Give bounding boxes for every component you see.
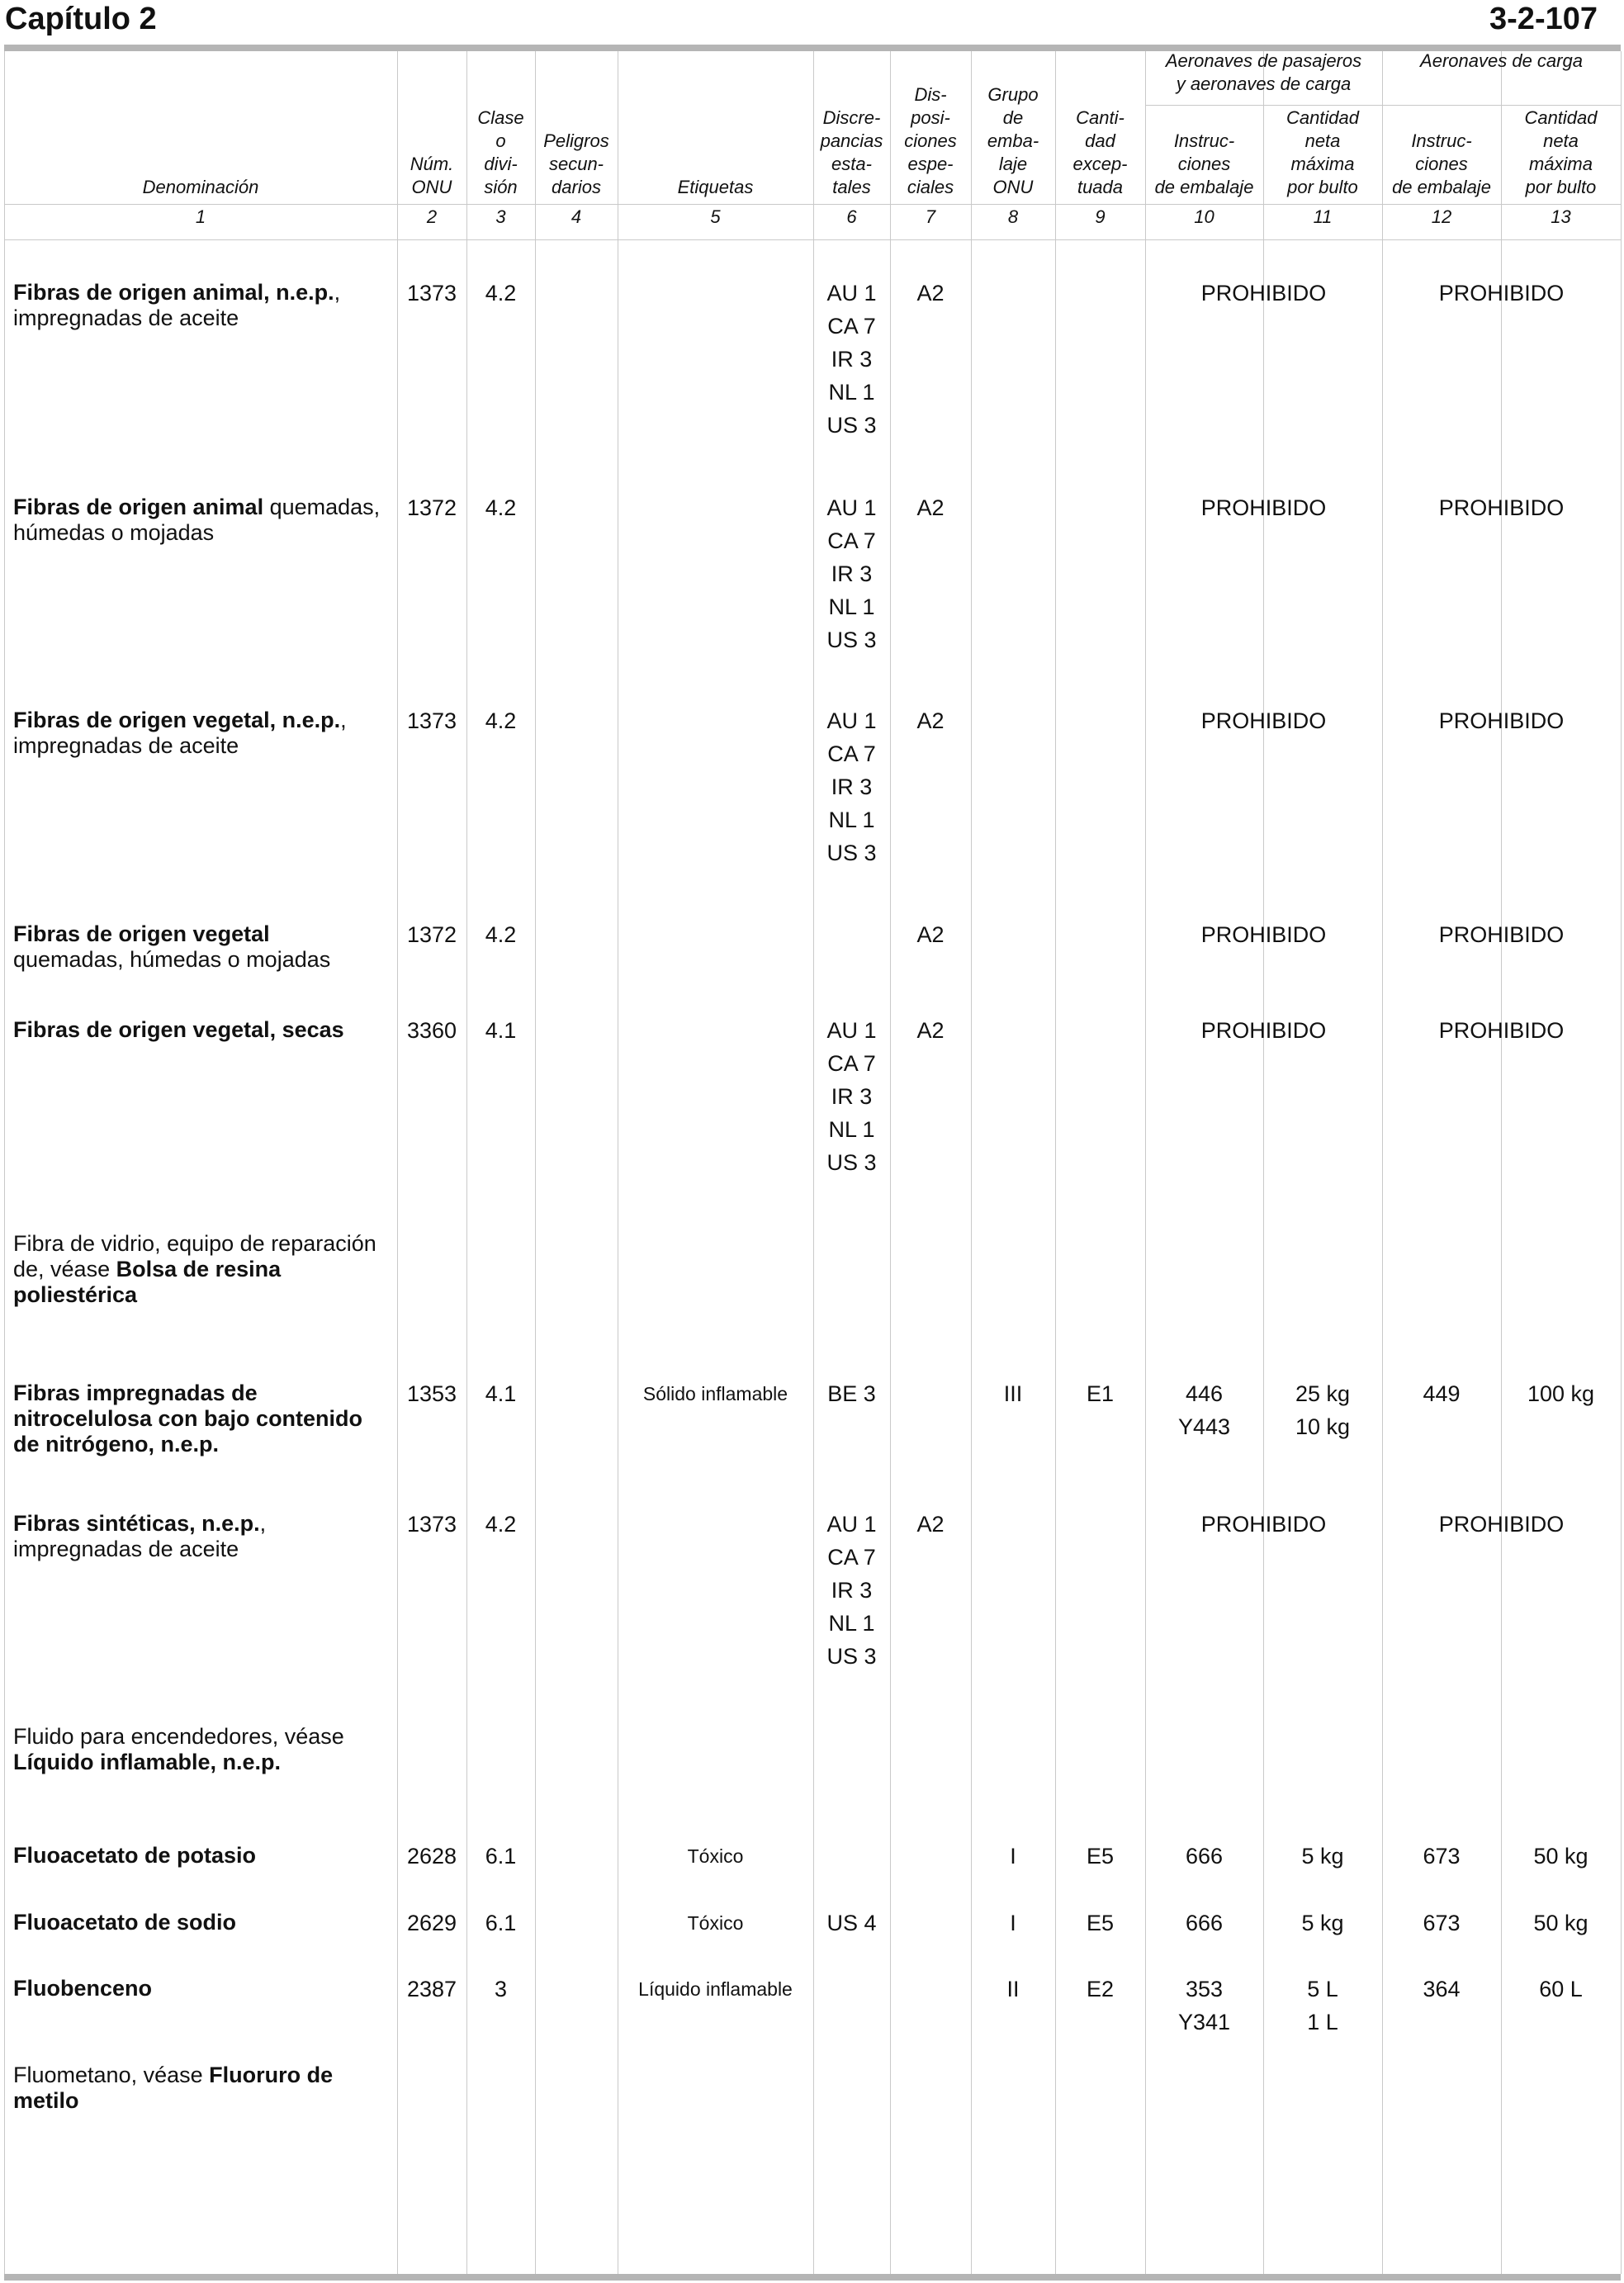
denomination-bold: Fibras de origen vegetal, secas [13,1017,344,1042]
denomination-bold: Fibras de origen animal [13,495,264,519]
column-divider [971,51,972,2274]
cell-cargo-instr: 673 [1423,1911,1461,1935]
cell-cargo-status: PROHIBIDO [1438,922,1565,947]
cell-pax-instr: 666 [1185,1844,1224,1869]
cell-pax-status: PROHIBIDO [1200,495,1327,520]
denomination-text: Fibra de vidrio, equipo de reparación de, véase [13,1231,376,1281]
cell-excepted: E5 [1086,1844,1115,1869]
cell-pax-status: PROHIBIDO [1200,1018,1327,1043]
column-divider [466,51,467,2274]
row-denomination [13,1511,385,1562]
cell-un: 1373 [406,281,457,306]
cell-un: 3360 [406,1018,457,1043]
column-header: Instruc- ciones de embalaje [1392,130,1491,197]
column-number: 8 [1007,206,1019,227]
cell-excepted: E2 [1086,1977,1115,2001]
column-number: 5 [710,206,721,227]
denomination-bold: Fluobenceno [13,1976,152,2001]
group-divider [1145,105,1621,106]
cell-label: Tóxico [687,1912,744,1934]
cell-pax-instr: 353 Y341 [1177,1977,1231,2034]
column-header: Cantidad neta máxima por bulto [1285,107,1360,197]
cell-special: A2 [916,922,945,947]
cell-pg: I [1010,1844,1016,1869]
cell-cargo-instr: 673 [1423,1844,1461,1869]
cell-label: Líquido inflamable [638,1978,793,2000]
cell-pax-instr: 666 [1185,1911,1224,1935]
cell-pax-qty: 5 kg [1301,1844,1344,1869]
cell-pax-status: PROHIBIDO [1200,281,1327,306]
chapter-title: Capítulo 2 [5,2,157,36]
cell-class: 4.2 [485,281,517,306]
denomination-bold: Líquido inflamable, n.e.p. [13,1750,282,1774]
column-divider [397,51,398,2274]
denomination-bold: Fluoruro de metilo [13,2063,334,2113]
column-divider [1145,51,1146,2274]
denomination-text: Fluido para encendedores, véase [13,1724,344,1749]
column-number: 6 [846,206,857,227]
denomination-text: , impregnadas de aceite [13,708,347,758]
cell-class: 6.1 [485,1844,517,1869]
cell-discrepancies: AU 1 CA 7 IR 3 NL 1 US 3 [826,1512,877,1669]
column-header: Dis- posi- ciones espe- ciales [904,84,957,197]
column-number: 12 [1431,206,1452,227]
cell-discrepancies: AU 1 CA 7 IR 3 NL 1 US 3 [826,708,877,865]
column-divider [1621,51,1622,2274]
cell-cargo-qty: 100 kg [1527,1381,1595,1406]
column-header: Instruc- ciones de embalaje [1154,130,1254,197]
denomination-bold: Fibras de origen vegetal, n.e.p. [13,708,341,732]
row-denomination [13,708,385,759]
denomination-text: , impregnadas de aceite [13,280,341,330]
column-divider [1382,51,1383,2274]
column-number: 4 [571,206,582,227]
group-header-cargo: Aeronaves de carga [1420,50,1583,71]
column-divider [890,51,891,2274]
cell-special: A2 [916,1018,945,1043]
row-denomination [13,280,385,331]
cell-cargo-status: PROHIBIDO [1438,281,1565,306]
cell-pax-instr: 446 Y443 [1177,1381,1231,1439]
denomination-text: quemadas, húmedas o mojadas [13,495,381,545]
cell-class: 4.2 [485,708,517,733]
column-number: 3 [495,206,506,227]
cell-discrepancies: US 4 [826,1911,877,1935]
cell-un: 1372 [406,922,457,947]
cell-class: 4.2 [485,1512,517,1537]
column-divider [535,51,536,2274]
cell-cargo-instr: 364 [1423,1977,1461,2001]
cell-class: 3 [494,1977,508,2001]
cell-cargo-status: PROHIBIDO [1438,708,1565,733]
cell-un: 1373 [406,1512,457,1537]
cell-pax-qty: 25 kg 10 kg [1295,1381,1351,1439]
cell-class: 4.1 [485,1381,517,1406]
cell-pax-status: PROHIBIDO [1200,922,1327,947]
page-header [0,0,1624,48]
cell-class: 6.1 [485,1911,517,1935]
column-header: Núm. ONU [410,154,454,197]
column-header: Denominación [142,177,259,197]
column-divider [1055,51,1056,2274]
cell-cargo-status: PROHIBIDO [1438,495,1565,520]
cell-cargo-status: PROHIBIDO [1438,1018,1565,1043]
cell-un: 2629 [406,1911,457,1935]
column-divider [1263,51,1264,2274]
denomination-text: Fluometano, véase [13,2063,210,2087]
column-header: Clase o divi- sión [477,107,524,197]
row-denomination [13,2063,385,2114]
row-denomination [13,921,385,973]
cell-cargo-qty: 60 L [1539,1977,1583,2001]
cell-special: A2 [916,495,945,520]
denomination-text: , impregnadas de aceite [13,1511,267,1561]
denomination-bold: Fibras de origen vegetal [13,921,270,946]
cell-excepted: E1 [1086,1381,1115,1406]
cell-discrepancies: AU 1 CA 7 IR 3 NL 1 US 3 [826,1018,877,1175]
cell-cargo-status: PROHIBIDO [1438,1512,1565,1537]
cell-cargo-qty: 50 kg [1533,1844,1588,1869]
column-divider [1501,51,1502,2274]
cell-class: 4.2 [485,922,517,947]
bottom-rule [4,2274,1621,2281]
column-divider [4,51,5,2274]
denomination-bold: Fibras sintéticas, n.e.p. [13,1511,260,1536]
column-number: 2 [426,206,438,227]
denomination-bold: Bolsa de resina poliestérica [13,1257,282,1307]
cell-un: 1353 [406,1381,457,1406]
column-header: Etiquetas [677,177,754,197]
denomination-bold: Fibras impregnadas de nitrocelulosa con bajo contenido de nitrógeno, n.e.p. [13,1381,363,1456]
cell-class: 4.1 [485,1018,517,1043]
cell-pax-status: PROHIBIDO [1200,708,1327,733]
column-number: 1 [195,206,206,227]
cell-cargo-instr: 449 [1423,1381,1461,1406]
cell-un: 2387 [406,1977,457,2001]
row-denomination [13,495,385,546]
column-number: 11 [1313,206,1333,227]
colnum-divider [4,239,1621,240]
column-header: Peligros secun- darios [543,130,609,197]
denomination-bold: Fluoacetato de potasio [13,1843,257,1868]
cell-excepted: E5 [1086,1911,1115,1935]
row-denomination [13,1724,385,1775]
column-number: 13 [1551,206,1571,227]
header-divider [4,204,1621,205]
column-number: 10 [1194,206,1214,227]
cell-label: Sólido inflamable [642,1383,788,1404]
denomination-text: quemadas, húmedas o mojadas [13,947,331,972]
cell-discrepancies: AU 1 CA 7 IR 3 NL 1 US 3 [826,281,877,438]
column-header: Canti- dad excep- tuada [1072,107,1128,197]
cell-class: 4.2 [485,495,517,520]
row-denomination [13,1910,385,1935]
cell-discrepancies: AU 1 CA 7 IR 3 NL 1 US 3 [826,495,877,652]
cell-label: Tóxico [687,1845,744,1867]
row-denomination [13,1231,385,1308]
cell-pax-qty: 5 L 1 L [1307,1977,1338,2034]
row-denomination [13,1976,385,2001]
cell-pax-status: PROHIBIDO [1200,1512,1327,1537]
cell-un: 1372 [406,495,457,520]
cell-pg: II [1006,1977,1020,2001]
column-header: Grupo de emba- laje ONU [987,84,1039,197]
column-number: 7 [925,206,936,227]
row-denomination [13,1017,385,1043]
cell-pg: III [1003,1381,1023,1406]
cell-un: 2628 [406,1844,457,1869]
cell-special: A2 [916,708,945,733]
cell-pax-qty: 5 kg [1301,1911,1344,1935]
cell-un: 1373 [406,708,457,733]
page-number: 3-2-107 [1489,2,1598,36]
denomination-bold: Fluoacetato de sodio [13,1910,237,1935]
row-denomination [13,1381,385,1457]
column-number: 9 [1095,206,1106,227]
column-header: Discre- pancias esta- tales [820,107,883,197]
cell-special: A2 [916,281,945,306]
cell-discrepancies: BE 3 [827,1381,876,1406]
column-header: Cantidad neta máxima por bulto [1524,107,1598,197]
cell-cargo-qty: 50 kg [1533,1911,1588,1935]
group-header-passenger: Aeronaves de pasajeros y aeronaves de carga [1165,50,1362,94]
denomination-bold: Fibras de origen animal, n.e.p. [13,280,334,305]
cell-special: A2 [916,1512,945,1537]
row-denomination [13,1843,385,1869]
cell-pg: I [1010,1911,1016,1935]
